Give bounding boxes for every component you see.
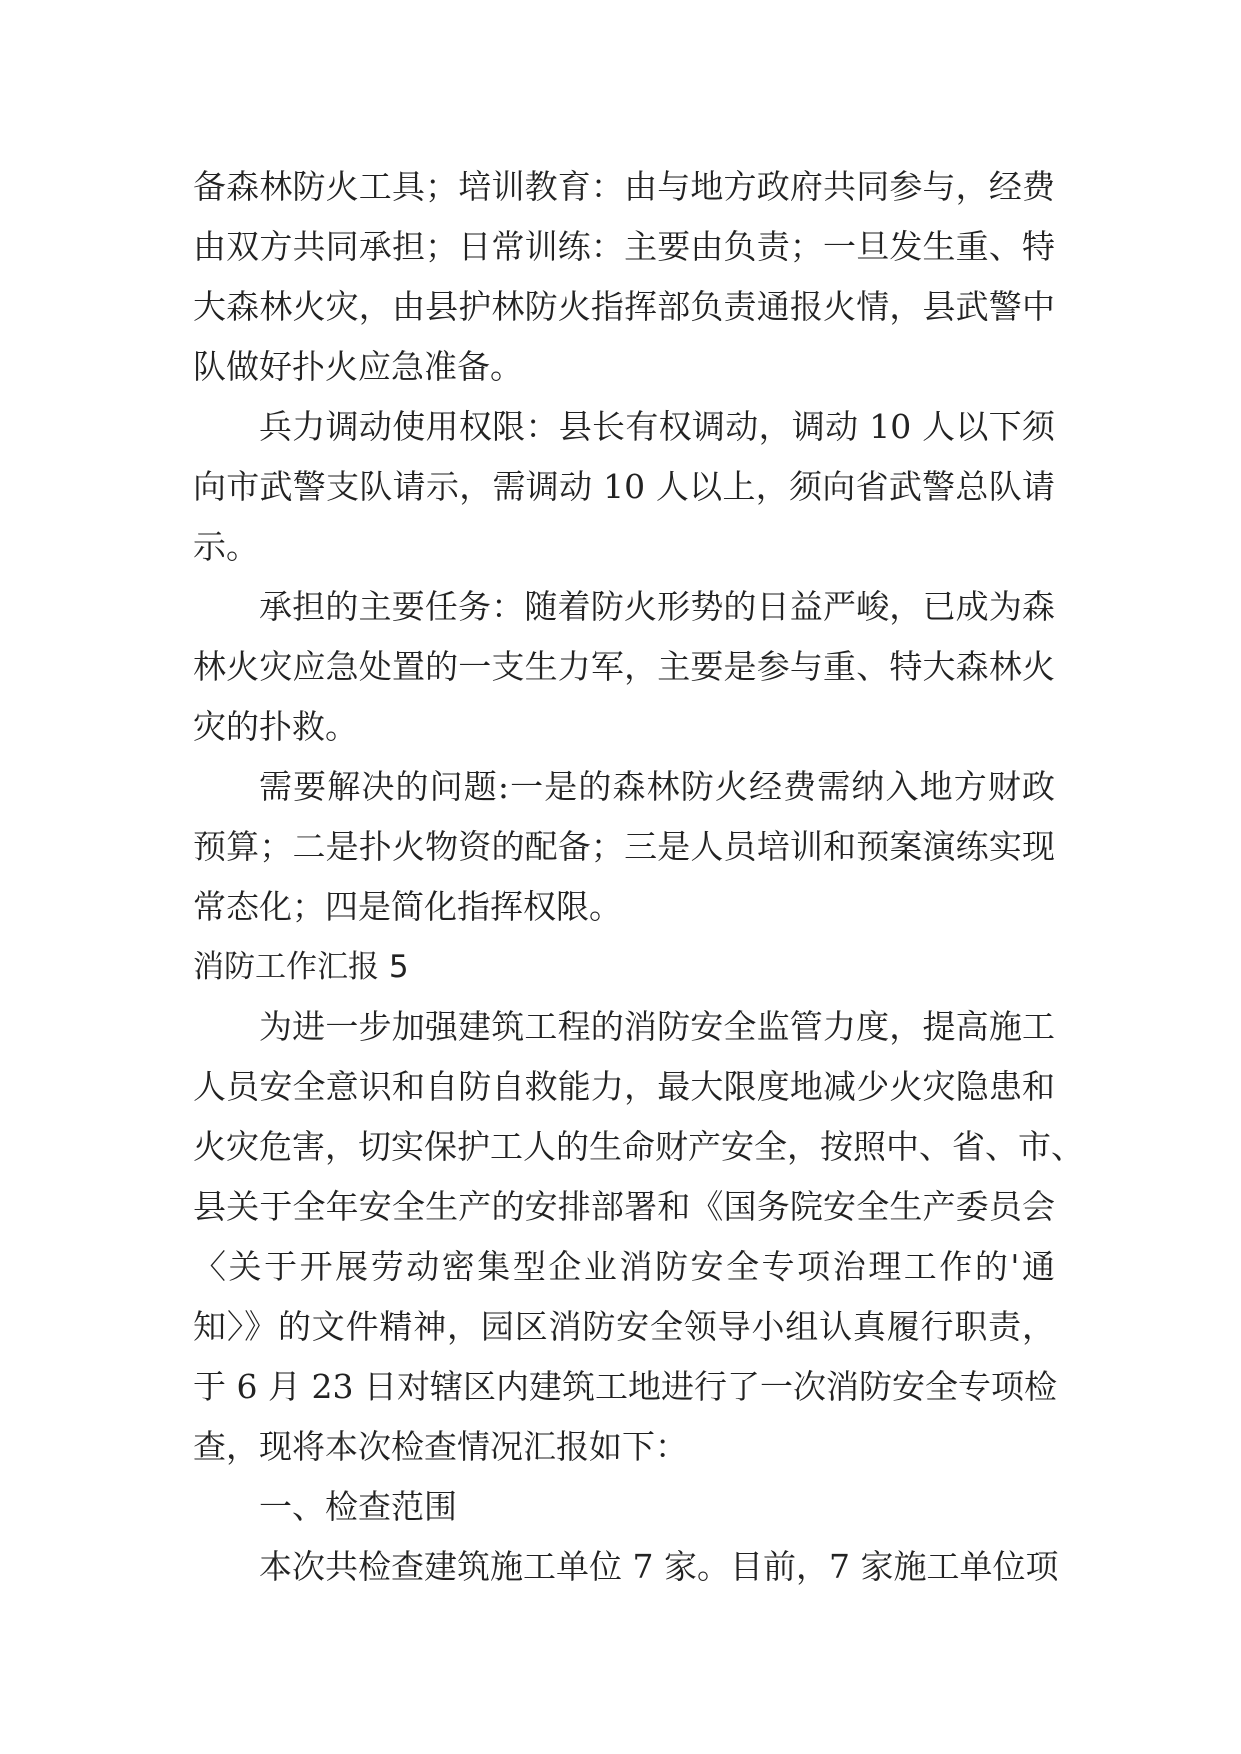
paragraph <box>193 757 1055 937</box>
text-line: 队做好扑火应急准备。 <box>193 347 523 386</box>
subsection-heading: 一、检查范围 <box>259 1487 457 1526</box>
text-line: 兵力调动使用权限：县长有权调动，调动 10 人以下须 <box>259 407 1055 446</box>
text-line: 查，现将本次检查情况汇报如下： <box>193 1427 688 1466</box>
text-line: 承担的主要任务：随着防火形势的日益严峻，已成为森 <box>259 587 1055 626</box>
text-line: 林火灾应急处置的一支生力军，主要是参与重、特大森林火 <box>193 647 1055 686</box>
paragraph <box>193 997 1084 1477</box>
text-line: 向市武警支队请示，需调动 10 人以上，须向省武警总队请 <box>193 467 1055 506</box>
text-line: 人员安全意识和自防自救能力，最大限度地减少火灾隐患和 <box>193 1067 1055 1106</box>
paragraph <box>193 157 1055 397</box>
text-line: 示。 <box>193 527 259 566</box>
text-line: 于 6 月 23 日对辖区内建筑工地进行了一次消防安全专项检 <box>193 1367 1057 1406</box>
text-line: 知〉》的文件精神，园区消防安全领导小组认真履行职责， <box>193 1307 1055 1346</box>
document-body <box>193 157 1084 1597</box>
text-line: 本次共检查建筑施工单位 7 家。目前，7 家施工单位项 <box>259 1547 1059 1586</box>
text-line: 为进一步加强建筑工程的消防安全监管力度，提高施工 <box>259 1007 1055 1046</box>
text-line: 〈关于开展劳动密集型企业消防安全专项治理工作的'通 <box>193 1247 1055 1286</box>
section-title: 消防工作汇报 5 <box>193 949 409 985</box>
paragraph <box>193 1477 1055 1537</box>
text-line: 预算；二是扑火物资的配备；三是人员培训和预案演练实现 <box>193 827 1055 866</box>
paragraph <box>193 1537 1059 1597</box>
text-line: 灾的扑救。 <box>193 707 358 746</box>
text-line: 备森林防火工具；培训教育：由与地方政府共同参与，经费 <box>193 167 1055 206</box>
text-line: 由双方共同承担；日常训练：主要由负责；一旦发生重、特 <box>193 227 1055 266</box>
text-line: 火灾危害，切实保护工人的生命财产安全，按照中、省、市、 <box>193 1127 1084 1166</box>
text-line: 常态化；四是简化指挥权限。 <box>193 887 622 926</box>
text-line: 大森林火灾，由县护林防火指挥部负责通报火情，县武警中 <box>193 287 1055 326</box>
paragraph <box>193 577 1055 757</box>
paragraph <box>193 397 1055 577</box>
text-line: 县关于全年安全生产的安排部署和《国务院安全生产委员会 <box>193 1187 1055 1226</box>
text-line: 需要解决的问题:一是的森林防火经费需纳入地方财政 <box>259 767 1055 806</box>
